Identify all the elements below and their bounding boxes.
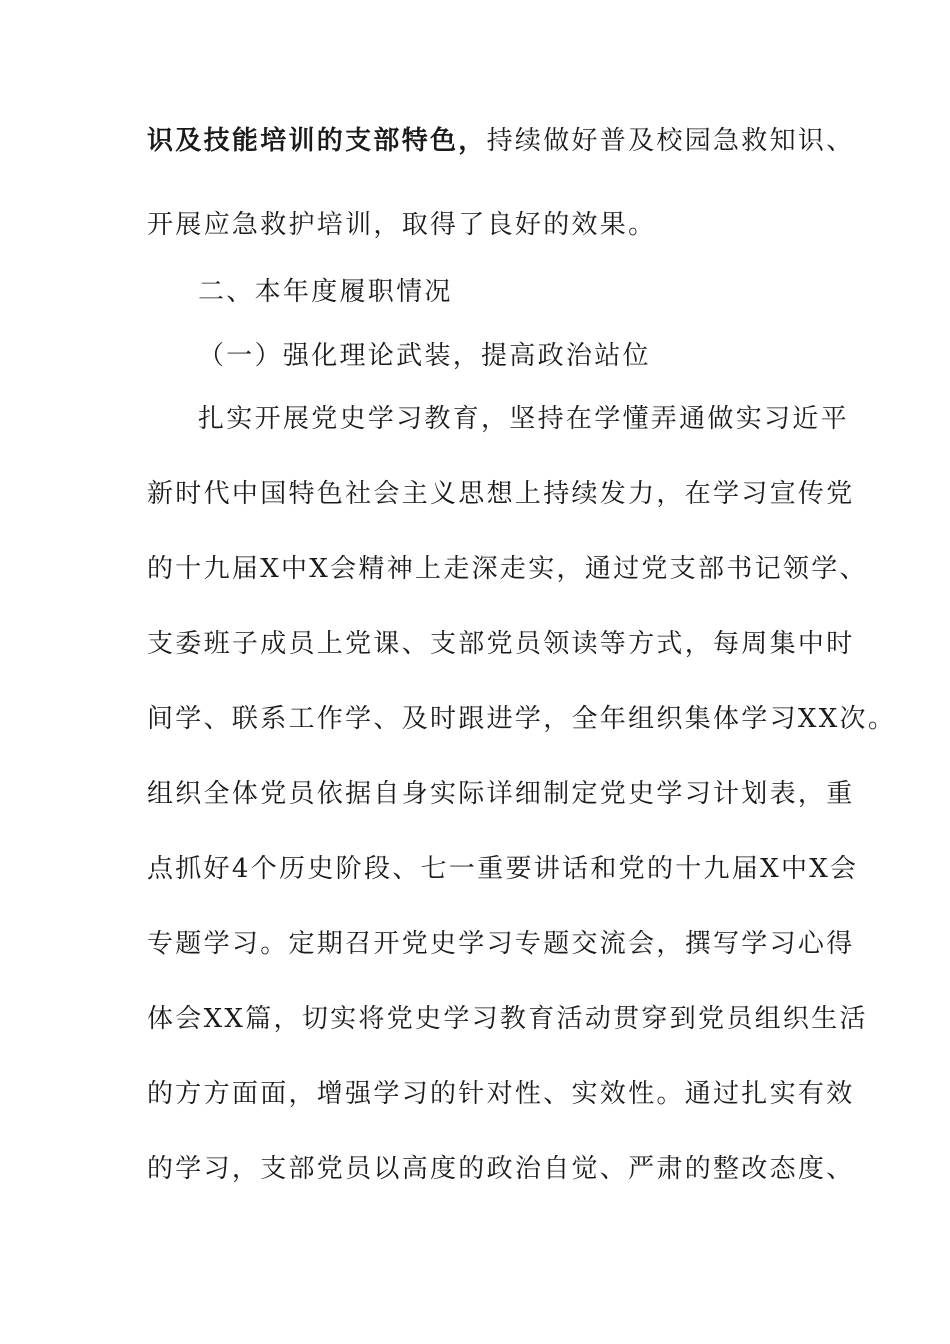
section-heading: 二、本年度履职情况 xyxy=(198,277,453,307)
intro-line-2: 开展应急救护培训，取得了良好的效果。 xyxy=(147,210,657,240)
paragraph-line: 的方方面面，增强学习的针对性、实效性。通过扎实有效 xyxy=(147,1079,855,1109)
paragraph-line: 组织全体党员依据自身实际详细制定党史学习计划表，重 xyxy=(147,779,855,809)
paragraph-line: 新时代中国特色社会主义思想上持续发力，在学习宣传党 xyxy=(147,479,855,509)
paragraph-line: 扎实开展党史学习教育，坚持在学懂弄通做实习近平 xyxy=(198,404,849,434)
paragraph-line: 的十九届X中X会精神上走深走实，通过党支部书记领学、 xyxy=(147,554,868,584)
paragraph-line: 体会XX篇，切实将党史学习教育活动贯穿到党员组织生活 xyxy=(147,1004,868,1034)
intro-bold-text: 识及技能培训的支部特色， xyxy=(147,126,487,156)
paragraph-line: 间学、联系工作学、及时跟进学，全年组织集体学习XX次。 xyxy=(147,704,897,734)
paragraph-line: 点抓好4个历史阶段、七一重要讲话和党的十九届X中X会 xyxy=(147,854,859,884)
paragraph-line: 的学习，支部党员以高度的政治自觉、严肃的整改态度、 xyxy=(147,1154,855,1184)
subsection-heading: （一）强化理论武装，提高政治站位 xyxy=(198,341,651,371)
intro-text: 持续做好普及校园急救知识、 xyxy=(486,126,855,156)
paragraph-line: 支委班子成员上党课、支部党员领读等方式，每周集中时 xyxy=(147,629,855,659)
intro-line-1 xyxy=(147,124,855,158)
paragraph-line: 专题学习。定期召开党史学习专题交流会，撰写学习心得 xyxy=(147,929,855,959)
